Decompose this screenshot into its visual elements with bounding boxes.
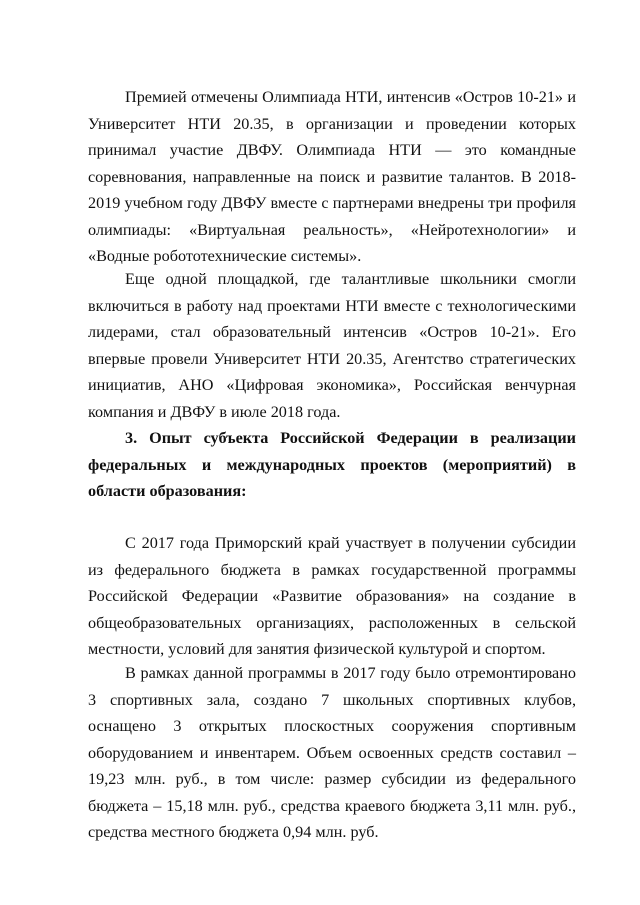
section-heading: 3. Опыт субъекта Российской Федерации в реализации федеральных и международных проектов (мероприятий) в области образования: [88, 429, 576, 500]
paragraph-program-results: В рамках данной программы в 2017 году было отремонтировано 3 спортивных зала, создано 7 школьных спортивных клубов, оснащено 3 открытых плоскостных сооружения спортивным оборудованием и инвентарем. Объем освоенных средств составил – 19,23 млн. руб., в том числе: размер субсидии из федерального бюджета – 15,18 млн. руб., средства краевого бюджета 3,11 млн. руб., средства местного бюджета 0,94 млн. руб. [88, 664, 576, 841]
paragraph-subsidy-program: С 2017 года Приморский край участвует в получении субсидии из федерального бюджета в рамках государственной программы Российской Федерации «Развитие образования» на создание в общеобразовательных организациях, расположенных в сельской местности, условий для занятия физической культурой и спортом. [88, 534, 576, 658]
paragraph-nti-olympiad: Премией отмечены Олимпиада НТИ, интенсив «Остров 10-21» и Университет НТИ 20.35, в организации и проведении которых принимал участие ДВФУ. Олимпиада НТИ — это командные соревнования, направленные на поиск и развитие талантов. В 2018-2019 учебном году ДВФУ вместе с партнерами внедрены три профиля олимпиады: «Виртуальная реальность», «Нейротехнологии» и «Водные робототехнические системы». [88, 88, 576, 265]
paragraph-ostrov-intensive: Еще одной площадкой, где талантливые школьники смогли включиться в работу над проектами НТИ вместе с технологическими лидерами, стал образовательный интенсив «Остров 10-21». Его впервые провели Университет НТИ 20.35, Агентство стратегических инициатив, АНО «Цифровая экономика», Российская венчурная компания и ДВФУ в июле 2018 года. [88, 270, 576, 421]
